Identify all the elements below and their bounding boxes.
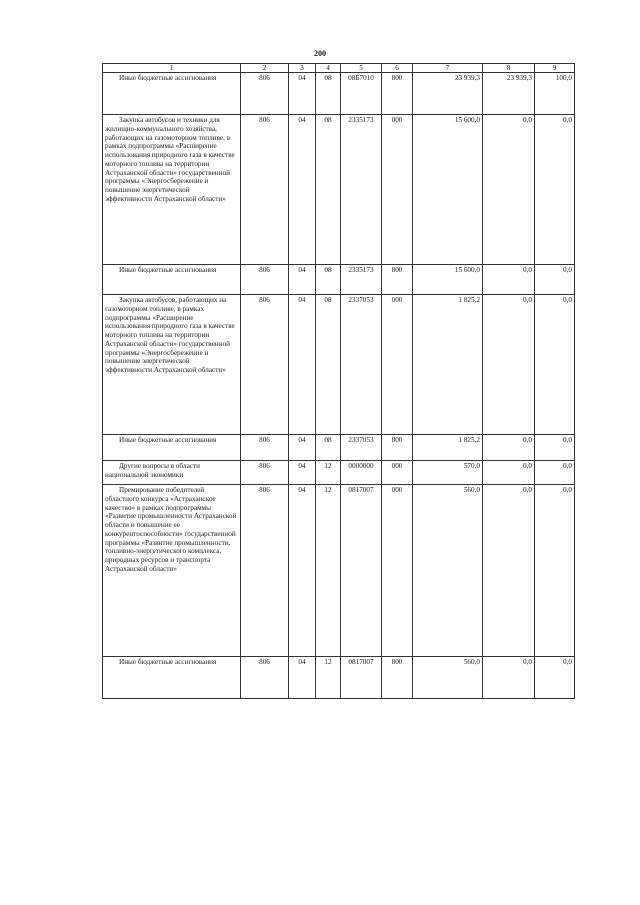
table-row [103,115,575,265]
column-header: 9 [535,64,575,73]
cell-subsection: 08 [316,265,341,295]
column-header: 7 [413,64,483,73]
cell-percent: 0,0 [535,265,575,295]
cell-target-article: 0817007 [341,657,382,699]
cell-section: 04 [289,265,316,295]
cell-target-article: 2337053 [341,435,382,461]
row-name: Иные бюджетные ассигнования [103,73,241,115]
cell-amount-actual: 0,0 [483,115,535,265]
cell-percent: 0,0 [535,115,575,265]
column-header: 3 [289,64,316,73]
cell-subsection: 08 [316,295,341,435]
cell-section: 04 [289,435,316,461]
cell-subsection: 12 [316,657,341,699]
cell-amount-actual: 0,0 [483,461,535,485]
cell-amount-plan: 15 600,0 [413,265,483,295]
column-header: 6 [382,64,413,73]
cell-subsection: 12 [316,485,341,657]
cell-ministry-code: 806 [241,115,289,265]
table-row [103,485,575,657]
cell-amount-plan: 1 825,2 [413,295,483,435]
column-numbers-row [103,64,575,73]
cell-subsection: 08 [316,115,341,265]
table-row [103,295,575,435]
table-row [103,461,575,485]
cell-amount-actual: 0,0 [483,657,535,699]
row-name: Иные бюджетные ассигнования [103,657,241,699]
row-name: Иные бюджетные ассигнования [103,435,241,461]
table-row [103,265,575,295]
row-name: Закупка автобусов, работающих на газомоторном топливе, в рамках подпрограммы «Расширение использования природного газа в качестве моторного топлива на территории Астраханской области» государственной программы «Энергосбережение и повышение энергетической эффективности Астраханской области» [103,295,241,435]
cell-section: 04 [289,461,316,485]
row-name: Иные бюджетные ассигнования [103,265,241,295]
cell-ministry-code: 806 [241,657,289,699]
cell-percent: 0,0 [535,461,575,485]
cell-ministry-code: 806 [241,435,289,461]
cell-ministry-code: 806 [241,485,289,657]
cell-amount-plan: 15 600,0 [413,115,483,265]
cell-section: 04 [289,657,316,699]
row-name: Премирование победителей областного конкурса «Астраханское качество» в рамках подпрограммы «Развитие промышленности Астраханской области и повышение ее конкурентоспособности» государственной программы «Развитие промышленности, топливно-энергетического комплекса, природных ресурсов и транспорта Астраханской области» [103,485,241,657]
cell-percent: 0,0 [535,657,575,699]
cell-subsection: 08 [316,435,341,461]
cell-section: 04 [289,295,316,435]
cell-expense-type: 800 [382,657,413,699]
cell-target-article: 2335173 [341,265,382,295]
cell-expense-type: 800 [382,435,413,461]
table-row [103,73,575,115]
cell-amount-actual: 0,0 [483,435,535,461]
cell-section: 04 [289,73,316,115]
cell-section: 04 [289,485,316,657]
row-name: Другие вопросы в области национальной экономики [103,461,241,485]
column-header: 2 [241,64,289,73]
cell-expense-type: 800 [382,265,413,295]
cell-ministry-code: 806 [241,295,289,435]
cell-amount-plan: 1 825,2 [413,435,483,461]
column-header: 1 [103,64,241,73]
cell-expense-type: 800 [382,73,413,115]
cell-ministry-code: 806 [241,461,289,485]
cell-expense-type: 000 [382,115,413,265]
cell-amount-plan: 23 939,3 [413,73,483,115]
column-header: 8 [483,64,535,73]
cell-expense-type: 000 [382,485,413,657]
cell-percent: 0,0 [535,485,575,657]
table-row [103,657,575,699]
column-header: 5 [341,64,382,73]
column-header: 4 [316,64,341,73]
cell-section: 04 [289,115,316,265]
cell-expense-type: 000 [382,461,413,485]
table-row [103,435,575,461]
cell-expense-type: 000 [382,295,413,435]
cell-percent: 0,0 [535,295,575,435]
cell-ministry-code: 806 [241,265,289,295]
cell-target-article: 2335173 [341,115,382,265]
cell-amount-plan: 570,0 [413,461,483,485]
cell-target-article: 0000000 [341,461,382,485]
cell-percent: 0,0 [535,435,575,461]
cell-subsection: 12 [316,461,341,485]
cell-ministry-code: 806 [241,73,289,115]
cell-amount-actual: 23 939,3 [483,73,535,115]
cell-target-article: 08Б7010 [341,73,382,115]
cell-amount-actual: 0,0 [483,485,535,657]
cell-amount-plan: 560,0 [413,485,483,657]
cell-target-article: 0817007 [341,485,382,657]
row-name: Закупка автобусов и техники для жилищно-коммунального хозяйства, работающих на газомоторном топливе, в рамках подпрограммы «Расширение использования природного газа в качестве моторного топлива на территории Астраханской области» государственной программы «Энергосбережение и повышение энергетической эффективности Астраханской области» [103,115,241,265]
cell-percent: 100,0 [535,73,575,115]
cell-target-article: 2337053 [341,295,382,435]
budget-table [102,63,575,699]
page-number: 200 [314,49,326,58]
cell-amount-actual: 0,0 [483,265,535,295]
cell-amount-actual: 0,0 [483,295,535,435]
cell-amount-plan: 560,0 [413,657,483,699]
cell-subsection: 08 [316,73,341,115]
